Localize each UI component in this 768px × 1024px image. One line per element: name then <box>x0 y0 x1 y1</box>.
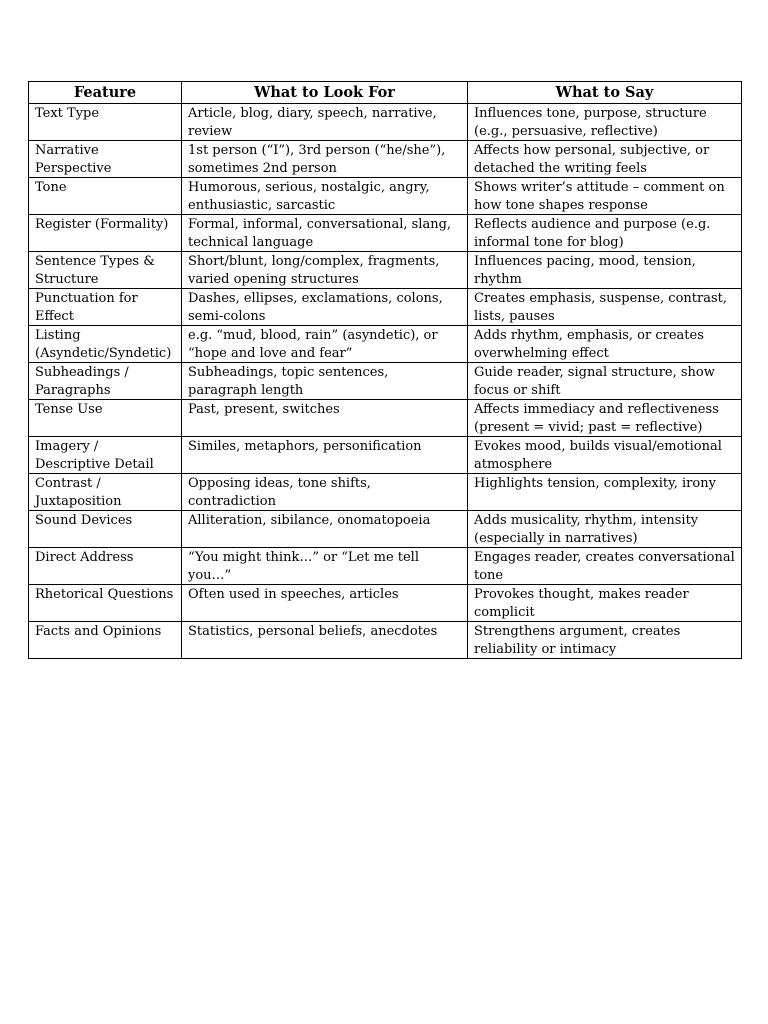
feature-cell: Tone <box>29 178 182 215</box>
look-for-cell: Formal, informal, conversational, slang, technical language <box>182 215 468 252</box>
look-for-cell: Article, blog, diary, speech, narrative, review <box>182 104 468 141</box>
feature-cell: Rhetorical Questions <box>29 585 182 622</box>
look-for-cell: 1st person (“I”), 3rd person (“he/she”), sometimes 2nd person <box>182 141 468 178</box>
what-to-say-cell: Affects immediacy and reflectiveness (present = vivid; past = reflective) <box>468 400 742 437</box>
look-for-cell: Humorous, serious, nostalgic, angry, enthusiastic, sarcastic <box>182 178 468 215</box>
table-row <box>29 400 742 437</box>
table-row <box>29 548 742 585</box>
what-to-say-cell: Evokes mood, builds visual/emotional atmosphere <box>468 437 742 474</box>
look-for-cell: Alliteration, sibilance, onomatopoeia <box>182 511 468 548</box>
what-to-say-cell: Shows writer’s attitude – comment on how tone shapes response <box>468 178 742 215</box>
feature-cell: Subheadings / Paragraphs <box>29 363 182 400</box>
feature-cell: Text Type <box>29 104 182 141</box>
header-row <box>29 82 742 104</box>
table-row <box>29 215 742 252</box>
table-header <box>29 82 742 104</box>
table-row <box>29 622 742 659</box>
what-to-say-cell: Affects how personal, subjective, or detached the writing feels <box>468 141 742 178</box>
feature-cell: Listing (Asyndetic/Syndetic) <box>29 326 182 363</box>
look-for-cell: Dashes, ellipses, exclamations, colons, semi-colons <box>182 289 468 326</box>
look-for-cell: e.g. “mud, blood, rain” (asyndetic), or “hope and love and fear” <box>182 326 468 363</box>
column-header-feature: Feature <box>29 82 182 104</box>
feature-cell: Punctuation for Effect <box>29 289 182 326</box>
feature-cell: Tense Use <box>29 400 182 437</box>
look-for-cell: Short/blunt, long/complex, fragments, varied opening structures <box>182 252 468 289</box>
what-to-say-cell: Influences pacing, mood, tension, rhythm <box>468 252 742 289</box>
table-row <box>29 104 742 141</box>
feature-cell: Sound Devices <box>29 511 182 548</box>
feature-cell: Sentence Types & Structure <box>29 252 182 289</box>
what-to-say-cell: Provokes thought, makes reader complicit <box>468 585 742 622</box>
table-row <box>29 511 742 548</box>
what-to-say-cell: Adds rhythm, emphasis, or creates overwhelming effect <box>468 326 742 363</box>
table-row <box>29 585 742 622</box>
table-row <box>29 437 742 474</box>
table-row <box>29 363 742 400</box>
feature-cell: Register (Formality) <box>29 215 182 252</box>
table-row <box>29 289 742 326</box>
column-header-what-to-say: What to Say <box>468 82 742 104</box>
look-for-cell: Subheadings, topic sentences, paragraph length <box>182 363 468 400</box>
what-to-say-cell: Engages reader, creates conversational tone <box>468 548 742 585</box>
look-for-cell: “You might think…” or “Let me tell you…” <box>182 548 468 585</box>
table-body <box>29 104 742 659</box>
what-to-say-cell: Reflects audience and purpose (e.g. informal tone for blog) <box>468 215 742 252</box>
table-row <box>29 326 742 363</box>
feature-cell: Contrast / Juxtaposition <box>29 474 182 511</box>
table-row <box>29 178 742 215</box>
feature-cell: Facts and Opinions <box>29 622 182 659</box>
look-for-cell: Similes, metaphors, personification <box>182 437 468 474</box>
table-row <box>29 141 742 178</box>
look-for-cell: Often used in speeches, articles <box>182 585 468 622</box>
what-to-say-cell: Creates emphasis, suspense, contrast, lists, pauses <box>468 289 742 326</box>
table-row <box>29 252 742 289</box>
table-row <box>29 474 742 511</box>
feature-cell: Narrative Perspective <box>29 141 182 178</box>
what-to-say-cell: Highlights tension, complexity, irony <box>468 474 742 511</box>
feature-analysis-table <box>28 81 742 659</box>
look-for-cell: Opposing ideas, tone shifts, contradiction <box>182 474 468 511</box>
feature-cell: Imagery / Descriptive Detail <box>29 437 182 474</box>
look-for-cell: Past, present, switches <box>182 400 468 437</box>
what-to-say-cell: Influences tone, purpose, structure (e.g., persuasive, reflective) <box>468 104 742 141</box>
feature-cell: Direct Address <box>29 548 182 585</box>
what-to-say-cell: Strengthens argument, creates reliability or intimacy <box>468 622 742 659</box>
what-to-say-cell: Guide reader, signal structure, show focus or shift <box>468 363 742 400</box>
column-header-what-to-look-for: What to Look For <box>182 82 468 104</box>
look-for-cell: Statistics, personal beliefs, anecdotes <box>182 622 468 659</box>
what-to-say-cell: Adds musicality, rhythm, intensity (especially in narratives) <box>468 511 742 548</box>
